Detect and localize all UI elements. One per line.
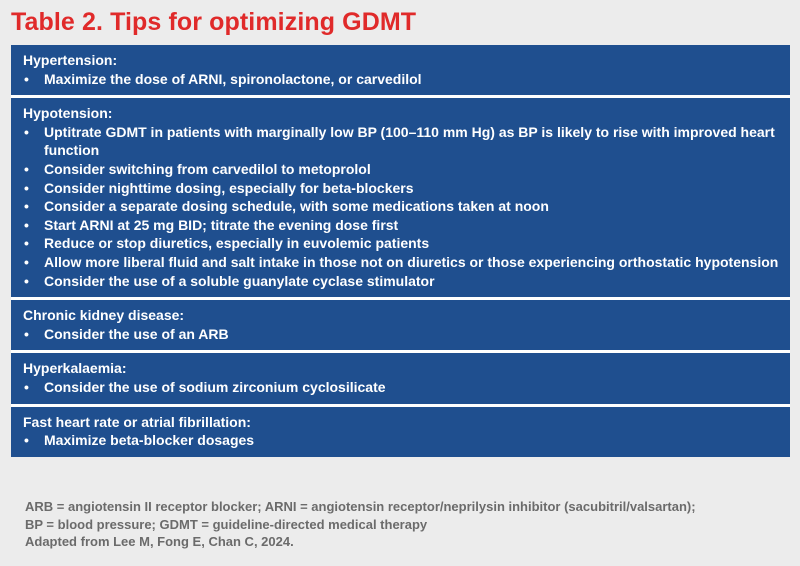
list-item: [23, 234, 780, 253]
item-text: Allow more liberal fluid and salt intake in those not on diuretics or those experiencing orthostatic hypotension: [44, 253, 779, 270]
tips-table: [11, 45, 790, 457]
abbreviations-line: BP = blood pressure; GDMT = guideline-directed medical therapy: [25, 516, 428, 532]
item-text: Reduce or stop diuretics, especially in euvolemic patients: [44, 235, 430, 252]
item-text: Consider the use of an ARB: [44, 325, 229, 342]
table-footnote: [25, 498, 785, 551]
section-hypotension: [11, 98, 790, 300]
bullet-icon: •: [24, 70, 29, 87]
item-text: Uptitrate GDMT in patients with marginally low BP (100–110 mm Hg) as BP is likely to rise with improved heart function: [44, 123, 775, 159]
item-text: Maximize the dose of ARNI, spironolactone, or carvedilol: [44, 70, 422, 87]
item-text: Maximize beta-blocker dosages: [44, 432, 255, 449]
section-items: [23, 431, 780, 450]
list-item: [23, 253, 780, 272]
bullet-icon: •: [24, 272, 29, 289]
item-text: Consider a separate dosing schedule, with some medications taken at noon: [44, 198, 549, 215]
list-item: [23, 325, 780, 344]
section-heading: Hypotension:: [23, 105, 113, 122]
section-heading: Hypertension:: [23, 52, 118, 68]
list-item: [23, 70, 780, 89]
list-item: [23, 197, 780, 216]
bullet-icon: •: [24, 123, 29, 140]
list-item: [23, 431, 780, 450]
bullet-icon: •: [24, 216, 29, 233]
table-title: Table 2. Tips for optimizing GDMT: [11, 8, 417, 36]
bullet-icon: •: [24, 179, 29, 196]
list-item: [23, 216, 780, 235]
item-text: Consider the use of sodium zirconium cyclosilicate: [44, 378, 386, 395]
bullet-icon: •: [24, 198, 29, 215]
section-items: [23, 123, 780, 290]
list-item: [23, 179, 780, 198]
section-heading: Fast heart rate or atrial fibrillation:: [23, 413, 251, 430]
source-citation: Adapted from Lee M, Fong E, Chan C, 2024.: [25, 534, 294, 549]
section-hypertension: [11, 45, 790, 98]
bullet-icon: •: [24, 160, 29, 177]
item-text: Consider switching from carvedilol to metoprolol: [44, 160, 371, 177]
section-heading: Hyperkalaemia:: [23, 360, 127, 377]
bullet-icon: •: [24, 325, 29, 342]
section-items: [23, 325, 780, 344]
list-item: [23, 378, 780, 397]
bullet-icon: •: [24, 235, 29, 252]
abbreviations-line: ARB = angiotensin II receptor blocker; ARNI = angiotensin receptor/neprilysin inhibitor (sacubitril/valsartan);: [25, 499, 696, 514]
bullet-icon: •: [24, 432, 29, 449]
section-items: [23, 70, 780, 89]
list-item: [23, 123, 780, 160]
item-text: Consider the use of a soluble guanylate cyclase stimulator: [44, 272, 435, 289]
section-hyperkalaemia: [11, 353, 790, 406]
item-text: Start ARNI at 25 mg BID; titrate the evening dose first: [44, 216, 399, 233]
bullet-icon: •: [24, 378, 29, 395]
list-item: [23, 160, 780, 179]
section-heading: Chronic kidney disease:: [23, 307, 185, 324]
bullet-icon: •: [24, 253, 29, 270]
list-item: [23, 272, 780, 291]
section-items: [23, 378, 780, 397]
section-fast-heart-rate: [11, 407, 790, 457]
section-chronic-kidney-disease: [11, 300, 790, 353]
item-text: Consider nighttime dosing, especially for beta-blockers: [44, 179, 414, 196]
